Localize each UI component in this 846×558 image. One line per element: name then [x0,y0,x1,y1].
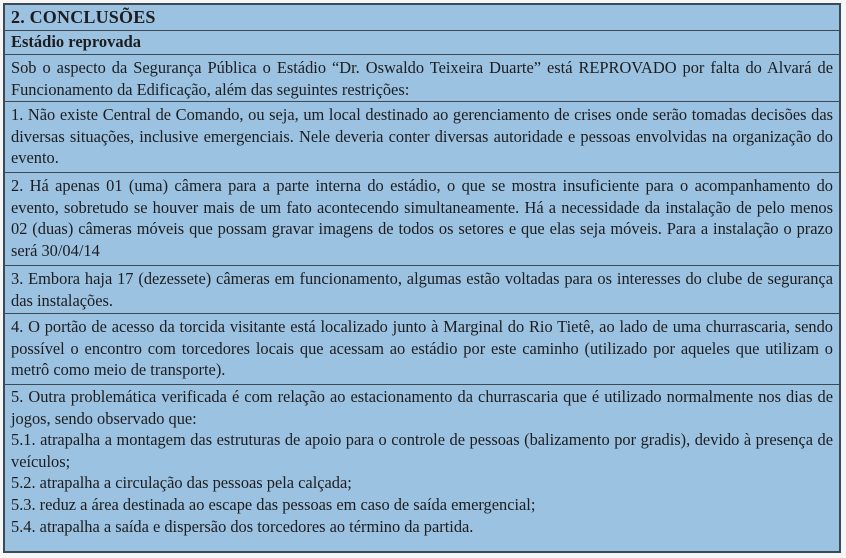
item-2 [5,173,839,266]
section-title: 2. CONCLUSÕES [5,5,839,31]
item-4-text: 4. O portão de acesso da torcida visitante está localizado junto à Marginal do Rio Tietê, ao lado de uma churrascaria, sendo possível o encontro com torcedores locais que acessam ao estádio por este caminho (utilizado por aqueles que utilizam o metrô como meio de transporte). [11,317,833,380]
subtitle: Estádio reprovada [5,31,839,55]
item-5-text: 5. Outra problemática verificada é com relação ao estacionamento da churrascaria que é utilizado normalmente nos dias de jogos, sendo observado que: [11,387,833,428]
intro-paragraph [5,55,839,102]
item-5-4-text: 5.4. atrapalha a saída e dispersão dos torcedores ao término da partida. [11,516,474,536]
item-5 [5,385,839,537]
item-3-text: 3. Embora haja 17 (dezessete) câmeras em funcionamento, algumas estão voltadas para os interesses do clube de segurança das instalações. [11,269,833,310]
item-2-text: 2. Há apenas 01 (uma) câmera para a parte interna do estádio, o que se mostra insuficiente para o acompanhamento do evento, sobretudo se houver mais de um fato acontecendo simultaneamente. Há a necessidade da instalação de pelo menos 02 (duas) câmeras móveis que possam gravar imagens de todos os setores e que elas seja móveis. Para a instalação o prazo será 30/04/14 [11,176,833,260]
item-1-text: 1. Não existe Central de Comando, ou seja, um local destinado ao gerenciamento de crises onde serão tomadas decisões das diversas situações, inclusive emergenciais. Nele deveria conter diversas autoridade e pessoas envolvidas na organização do evento. [11,105,833,168]
intro-text: Sob o aspecto da Segurança Pública o Estádio “Dr. Oswaldo Teixeira Duarte” está REPROVADO por falta do Alvará de Funcionamento da Edificação, além das seguintes restrições: [11,58,833,99]
item-5-1-text: 5.1. atrapalha a montagem das estruturas de apoio para o controle de pessoas (balizamento por gradis), devido à presença de veículos; [11,430,833,471]
document-table [3,3,841,553]
item-5-3-text: 5.3. reduz a área destinada ao escape das pessoas em caso de saída emergencial; [11,494,536,514]
item-3 [5,266,839,314]
item-4 [5,314,839,385]
item-5-2-text: 5.2. atrapalha a circulação das pessoas pela calçada; [11,473,352,493]
item-1 [5,102,839,173]
